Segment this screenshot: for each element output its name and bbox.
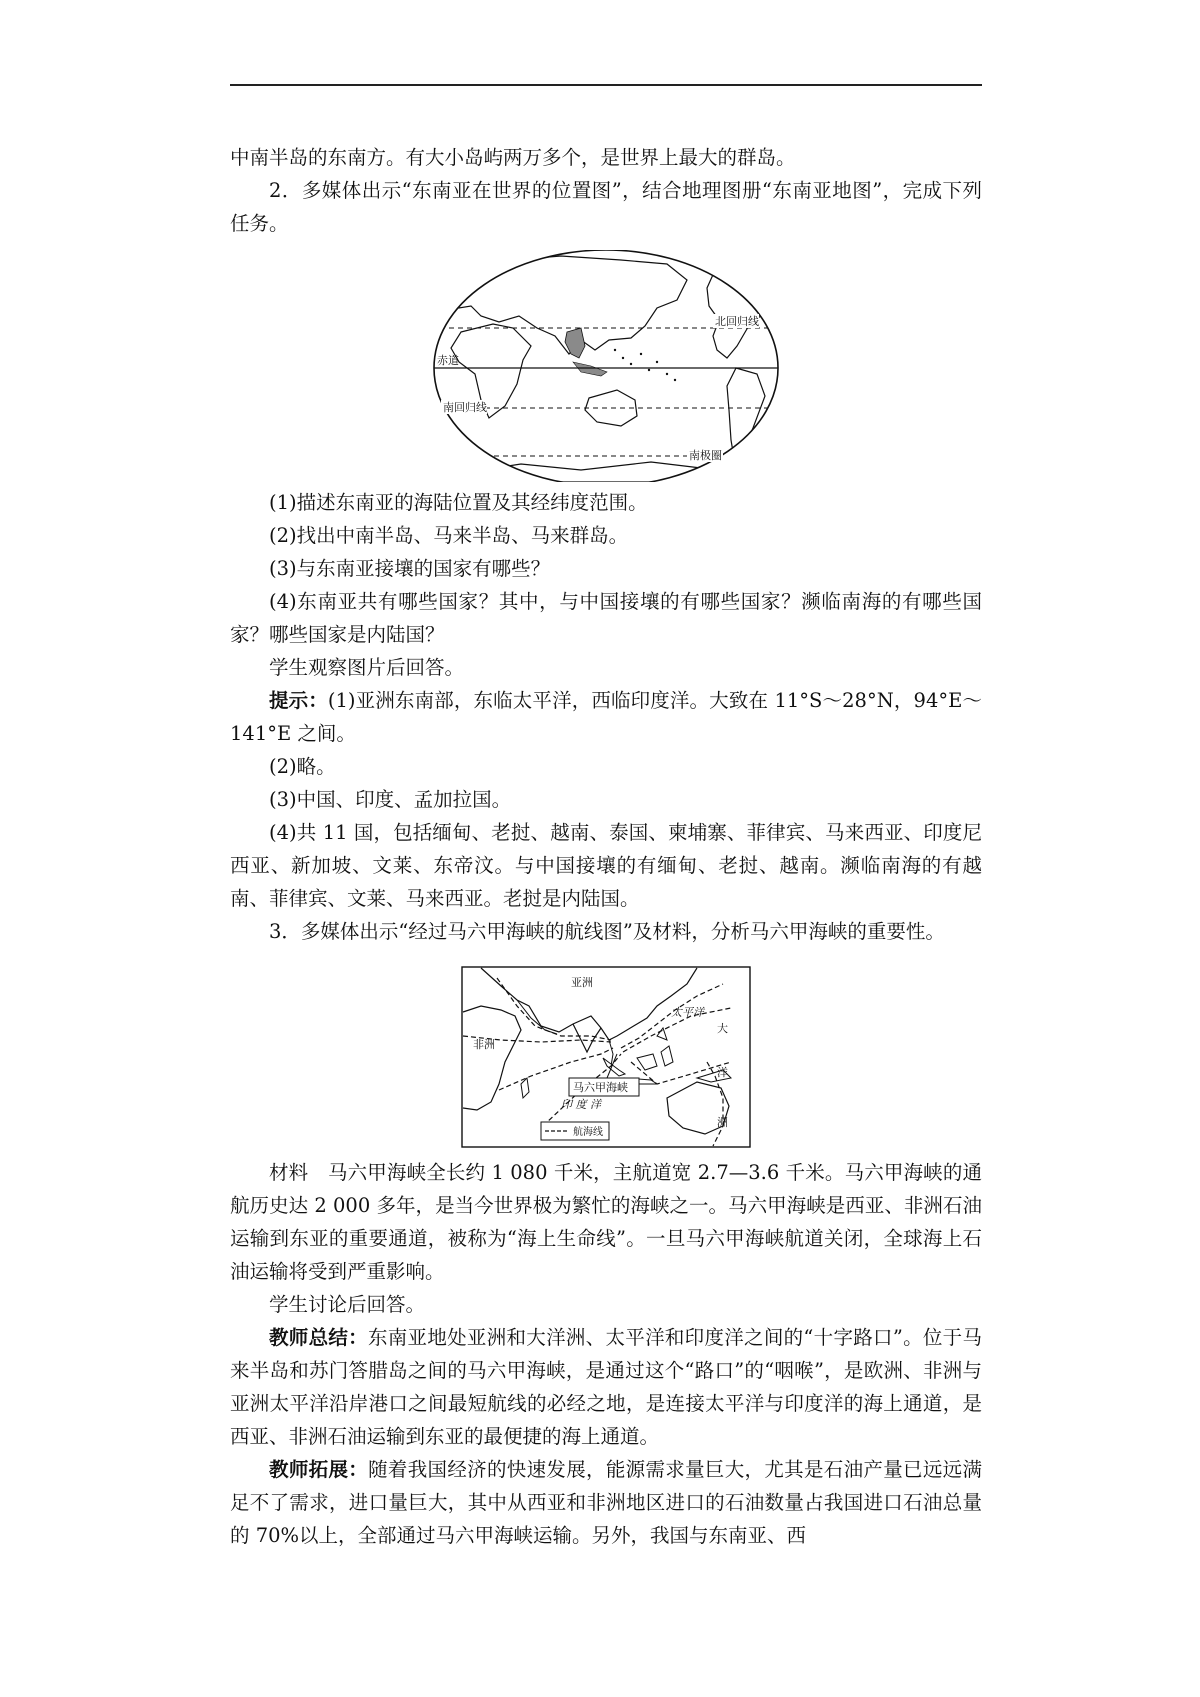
- material-paragraph: [230, 1156, 982, 1288]
- indian-ocean-label: 印 度 洋: [561, 1098, 601, 1111]
- header-rule: [230, 84, 982, 86]
- equator-label: 赤道: [437, 354, 459, 367]
- route-map-figure: [461, 966, 751, 1148]
- extension-paragraph: [230, 1453, 982, 1552]
- extension-text: 随着我国经济的快速发展，能源需求量巨大，尤其是石油产量已远远满足不了需求，进口量巨大，其中从西亚和非洲地区进口的石油数量占我国进口石油总量的 70%以上，全部通过马六甲海峡运输。另外，我国与东南亚、西: [230, 1458, 982, 1547]
- world-map-figure: [431, 250, 781, 482]
- legend-label: 航海线: [573, 1127, 603, 1138]
- strait-label: 马六甲海峡: [573, 1081, 628, 1094]
- antarctic-label: 南极圈: [689, 449, 722, 462]
- oceania-label-2: 洋: [717, 1066, 728, 1079]
- asia-label: 亚洲: [571, 976, 593, 989]
- task-3-intro: 3．多媒体出示“经过马六甲海峡的航线图”及材料，分析马六甲海峡的重要性。: [269, 920, 945, 943]
- discuss-note: 学生讨论后回答。: [269, 1293, 426, 1316]
- pacific-label: 太平洋: [671, 1006, 704, 1019]
- answer-3: (3)中国、印度、孟加拉国。: [269, 788, 512, 811]
- hint-label: 提示：: [269, 689, 328, 712]
- question-3: (3)与东南亚接壤的国家有哪些？: [269, 557, 551, 580]
- malacca-route-map: [230, 966, 982, 1148]
- document-body: [230, 141, 982, 1552]
- oceania-label-1: 大: [717, 1022, 728, 1035]
- summary-paragraph: [230, 1321, 982, 1453]
- tropic-s-label: 南回归线: [443, 401, 487, 414]
- summary-text: 东南亚地处亚洲和大洋洲、太平洋和印度洋之间的“十字路口”。位于马来半岛和苏门答腊岛之间的马六甲海峡，是通过这个“路口”的“咽喉”，是欧洲、非洲与亚洲太平洋沿岸港口之间最短航线的必经之地，是连接太平洋与印度洋的海上通道，是西亚、非洲石油运输到东亚的最便捷的海上通道。: [230, 1326, 982, 1448]
- africa-label: 非洲: [473, 1038, 495, 1051]
- world-location-map: [230, 250, 982, 482]
- task-2-intro: 2．多媒体出示“东南亚在世界的位置图”，结合地理图册“东南亚地图”，完成下列任务。: [230, 179, 982, 235]
- hint-text: (1)亚洲东南部，东临太平洋，西临印度洋。大致在 11°S～28°N，94°E～141°E 之间。: [230, 689, 982, 745]
- material-label: 材料: [269, 1161, 309, 1184]
- question-1: (1)描述东南亚的海陆位置及其经纬度范围。: [269, 491, 648, 514]
- material-text: 马六甲海峡全长约 1 080 千米，主航道宽 2.7—3.6 千米。马六甲海峡的通航历史达 2 000 多年，是当今世界极为繁忙的海峡之一。马六甲海峡是西亚、非洲石油运输到东亚的重要通道，被称为“海上生命线”。一旦马六甲海峡航道关闭，全球海上石油运输将受到严重影响。: [230, 1161, 982, 1283]
- extension-label: 教师拓展：: [269, 1458, 369, 1481]
- hint-paragraph: [230, 684, 982, 750]
- oceania-label-3: 洲: [717, 1116, 728, 1129]
- summary-label: 教师总结：: [269, 1326, 368, 1349]
- answer-2: (2)略。: [269, 755, 336, 778]
- question-4: (4)东南亚共有哪些国家？其中，与中国接壤的有哪些国家？濒临南海的有哪些国家？哪些国家是内陆国？: [230, 590, 982, 646]
- answer-4: (4)共 11 国，包括缅甸、老挝、越南、泰国、柬埔寨、菲律宾、马来西亚、印度尼西亚、新加坡、文莱、东帝汶。与中国接壤的有缅甸、老挝、越南。濒临南海的有越南、菲律宾、文莱、马来西亚。老挝是内陆国。: [230, 821, 982, 910]
- observe-note: 学生观察图片后回答。: [269, 656, 465, 679]
- question-2: (2)找出中南半岛、马来半岛、马来群岛。: [269, 524, 629, 547]
- tropic-n-label: 北回归线: [715, 315, 759, 328]
- paragraph: 中南半岛的东南方。有大小岛屿两万多个，是世界上最大的群岛。: [230, 146, 796, 169]
